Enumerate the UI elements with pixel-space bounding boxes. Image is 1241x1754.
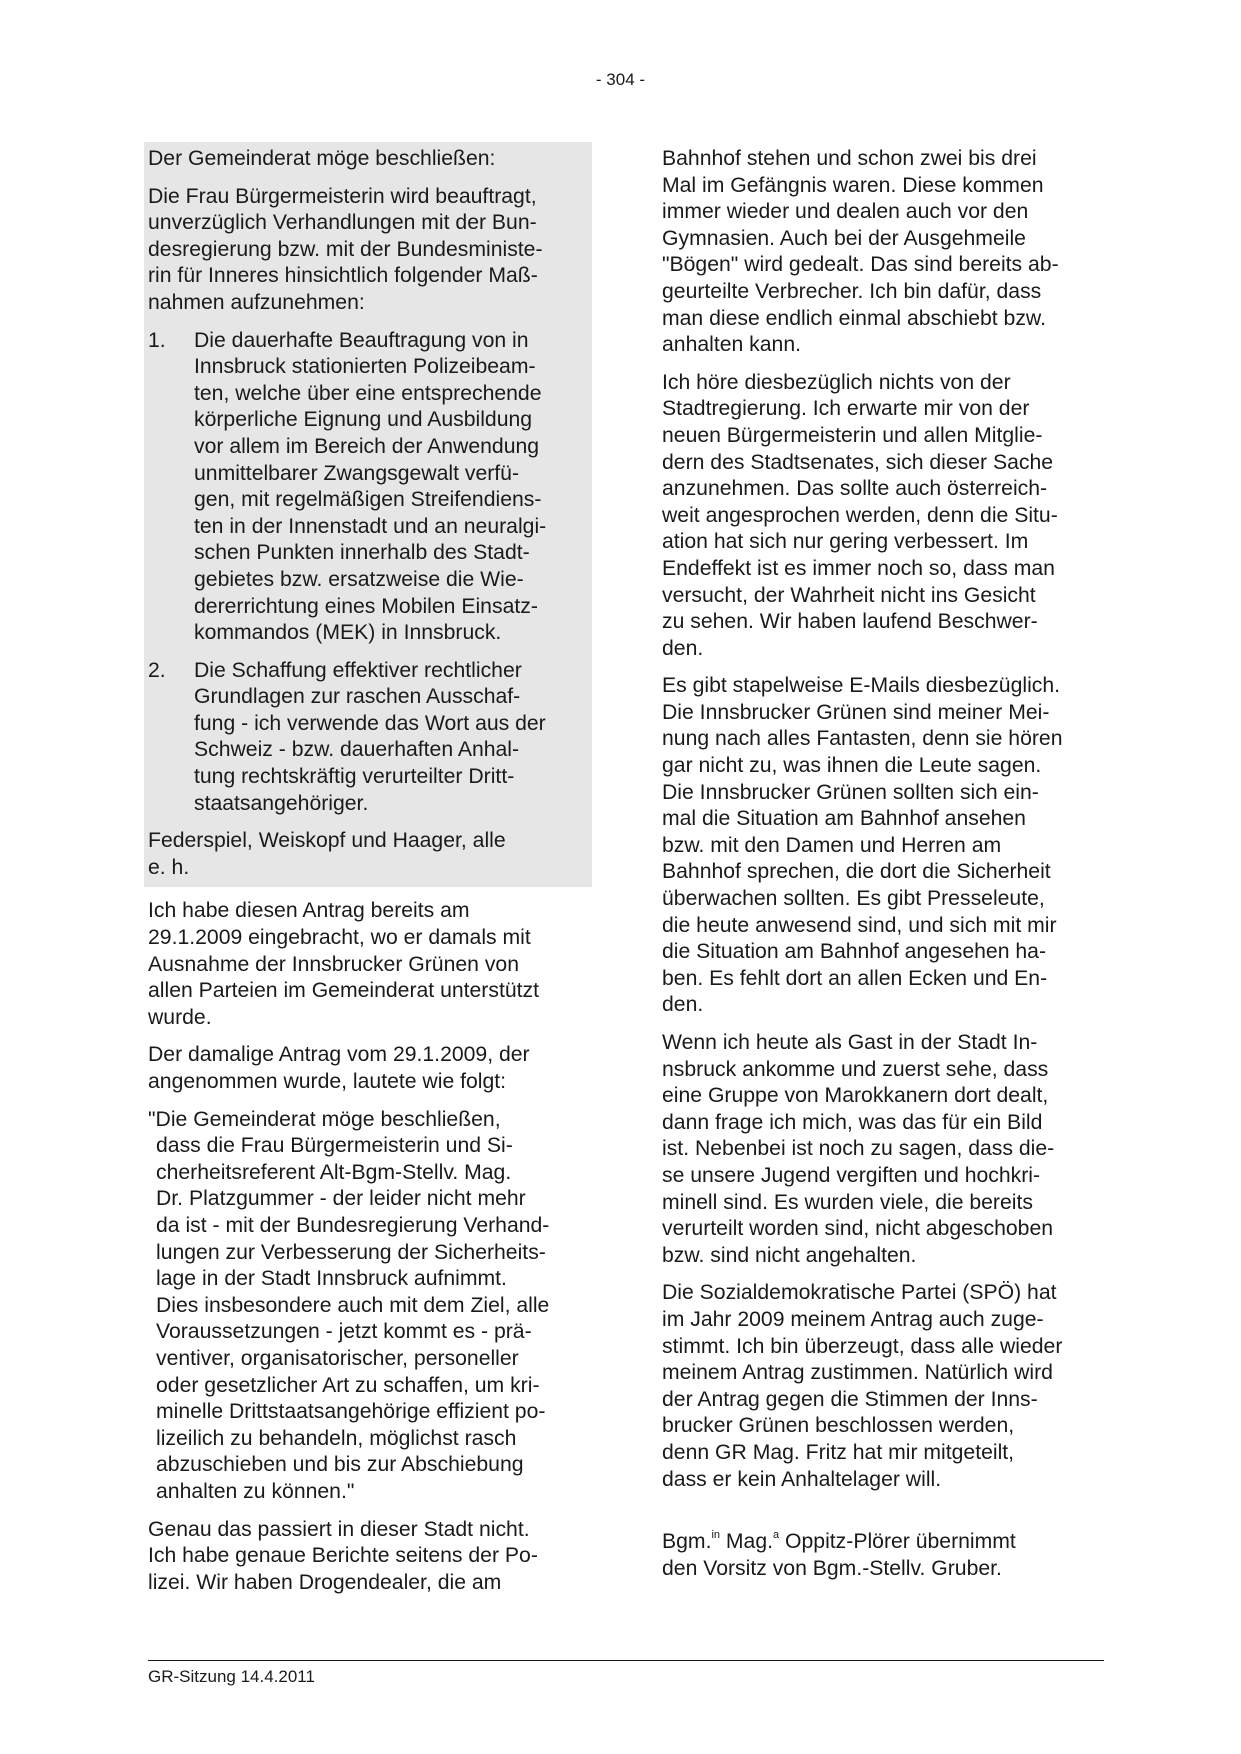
text-line: Mal im Gefängnis waren. Diese kommen xyxy=(662,173,1044,197)
text-line: gen, mit regelmäßigen Streifendiens- xyxy=(194,488,542,512)
text-line: Ich höre diesbezüglich nichts von der xyxy=(662,370,1011,394)
text-line: Die Frau Bürgermeisterin wird beauftragt, xyxy=(148,184,537,208)
motion-intro xyxy=(148,184,588,317)
text-line: gebietes bzw. ersatzweise die Wie- xyxy=(194,567,524,591)
text-line: dass er kein Anhaltelager will. xyxy=(662,1467,942,1491)
text-line: Gymnasien. Auch bei der Ausgehmeile xyxy=(662,226,1026,250)
text-line: abzuschieben und bis zur Abschiebung xyxy=(156,1453,524,1477)
text-line: Die Innsbrucker Grünen sind meiner Mei- xyxy=(662,700,1050,724)
title-mag-suffix: a xyxy=(773,1529,780,1542)
paragraph xyxy=(148,1517,588,1597)
paragraph xyxy=(662,1280,1102,1493)
text-line: brucker Grünen beschlossen werden, xyxy=(662,1414,1015,1438)
text-line: rin für Inneres hinsichtlich folgender Maß- xyxy=(148,264,538,288)
text-line: anhalten kann. xyxy=(662,333,802,357)
text-line: geurteilte Verbrecher. Ich bin dafür, dass xyxy=(662,279,1042,303)
paragraph xyxy=(148,1042,588,1095)
page-number: - 304 - xyxy=(595,70,646,89)
text-line: ten in der Innenstadt und an neuralgi- xyxy=(194,514,547,538)
text-line: zu sehen. Wir haben laufend Beschwer- xyxy=(662,610,1038,634)
text-line: den. xyxy=(662,993,704,1017)
text-line: Bahnhof sprechen, die dort die Sicherheit xyxy=(662,860,1051,884)
list-number: 1. xyxy=(148,328,166,352)
footer-session-date: GR-Sitzung 14.4.2011 xyxy=(148,1667,315,1686)
text-line: oder gesetzlicher Art zu schaffen, um kri- xyxy=(156,1373,540,1397)
text-line: Ausnahme der Innsbrucker Grünen von xyxy=(148,952,519,976)
text-line: Ich habe diesen Antrag bereits am xyxy=(148,899,470,923)
title-bgm: Bgm. xyxy=(662,1530,712,1554)
text-line: dass die Frau Bürgermeisterin und Si- xyxy=(156,1134,513,1158)
text-line: lage in der Stadt Innsbruck aufnimmt. xyxy=(156,1267,507,1291)
text-line: Die dauerhafte Beauftragung von in xyxy=(194,328,529,352)
paragraph xyxy=(148,898,588,1031)
text-line: ventiver, organisatorischer, personeller xyxy=(156,1346,519,1370)
title-bgm-suffix: in xyxy=(711,1529,721,1542)
text-line: meinem Antrag zustimmen. Natürlich wird xyxy=(662,1361,1053,1385)
text-line: immer wieder und dealen auch vor den xyxy=(662,200,1029,224)
text-line: Die Sozialdemokratische Partei (SPÖ) hat xyxy=(662,1281,1057,1305)
text-line: den Vorsitz von Bgm.-Stellv. Gruber. xyxy=(662,1556,1002,1580)
text-line: stimmt. Ich bin überzeugt, dass alle wieder xyxy=(662,1334,1063,1358)
paragraph xyxy=(662,673,1102,1019)
right-column xyxy=(662,146,1102,1593)
text-line: lizeilich zu behandeln, möglichst rasch xyxy=(156,1426,517,1450)
text-line: überwachen sollten. Es gibt Presseleute, xyxy=(662,887,1045,911)
text-line: Voraussetzungen - jetzt kommt es - prä- xyxy=(156,1320,532,1344)
text-line: Schweiz - bzw. dauerhaften Anhal- xyxy=(194,738,520,762)
text-line: wurde. xyxy=(148,1005,212,1029)
text-line: anzunehmen. Das sollte auch österreich- xyxy=(662,477,1048,501)
text-line: unmittelbarer Zwangsgewalt verfü- xyxy=(194,461,520,485)
text-line: man diese endlich einmal abschiebt bzw. xyxy=(662,306,1046,330)
motion-list-item xyxy=(148,658,588,818)
text-line: minelle Drittstaatsangehörige effizient po- xyxy=(156,1400,546,1424)
text-line: "Die Gemeinderat möge beschließen, xyxy=(148,1107,501,1131)
text-line: Stadtregierung. Ich erwarte mir von der xyxy=(662,397,1030,421)
text-line: allen Parteien im Gemeinderat unterstützt xyxy=(148,979,539,1003)
text-line: nahmen aufzunehmen: xyxy=(148,290,365,314)
paragraph xyxy=(662,146,1102,359)
text-line: desregierung bzw. mit der Bundesministe- xyxy=(148,237,543,261)
text-line: bzw. mit den Damen und Herren am xyxy=(662,833,1002,857)
text-line: angenommen wurde, lautete wie folgt: xyxy=(148,1070,507,1093)
left-column xyxy=(148,146,588,1607)
text-line: nung nach alles Fantasten, denn sie hören xyxy=(662,727,1063,751)
paragraph xyxy=(662,1030,1102,1269)
text-line: Dr. Platzgummer - der leider nicht mehr xyxy=(156,1187,526,1211)
motion-box xyxy=(144,142,592,887)
text-line: versucht, der Wahrheit nicht ins Gesicht xyxy=(662,583,1036,607)
text-line: da ist - mit der Bundesregierung Verhand- xyxy=(156,1213,550,1237)
text-line: eine Gruppe von Marokkanern dort dealt, xyxy=(662,1084,1049,1108)
text-line: ten, welche über eine entsprechende xyxy=(194,381,542,405)
motion-heading: Der Gemeinderat möge beschließen: xyxy=(148,147,496,170)
text-line: Genau das passiert in dieser Stadt nicht. xyxy=(148,1517,530,1541)
text-line: im Jahr 2009 meinem Antrag auch zuge- xyxy=(662,1307,1044,1331)
text-line: cherheitsreferent Alt-Bgm-Stellv. Mag. xyxy=(156,1160,512,1184)
text-line: schen Punkten innerhalb des Stadt- xyxy=(194,541,530,565)
text-line: unverzüglich Verhandlungen mit der Bun- xyxy=(148,211,537,235)
text-line: "Bögen" wird gedealt. Das sind bereits ab- xyxy=(662,253,1059,277)
title-mag: Mag. xyxy=(720,1530,774,1554)
text-line: verurteilt worden sind, nicht abgeschoben xyxy=(662,1217,1054,1241)
text-line: körperliche Eignung und Ausbildung xyxy=(194,408,533,432)
text-line: Die Schaffung effektiver rechtlicher xyxy=(194,658,522,682)
text-line: Bahnhof stehen und schon zwei bis drei xyxy=(662,147,1037,170)
text-line: tung rechtskräftig verurteilter Dritt- xyxy=(194,765,515,789)
text-line: anhalten zu können." xyxy=(156,1479,355,1503)
text-line: nsbruck ankomme und zuerst sehe, dass xyxy=(662,1057,1049,1081)
text-line: dererrichtung eines Mobilen Einsatz- xyxy=(194,594,538,618)
text-line: kommandos (MEK) in Innsbruck. xyxy=(194,621,502,645)
chair-change-note xyxy=(662,1529,1102,1582)
footer-divider xyxy=(148,1660,1104,1661)
text-line: Wenn ich heute als Gast in der Stadt In- xyxy=(662,1031,1038,1054)
text-line: bzw. sind nicht angehalten. xyxy=(662,1243,917,1267)
text-line: der Antrag gegen die Stimmen der Inns- xyxy=(662,1387,1038,1411)
text-line: denn GR Mag. Fritz hat mir mitgeteilt, xyxy=(662,1440,1015,1464)
text-line: weit angesprochen werden, denn die Situ- xyxy=(662,503,1058,527)
text-line: ben. Es fehlt dort an allen Ecken und En- xyxy=(662,966,1048,990)
text-line: se unsere Jugend vergiften und hochkri- xyxy=(662,1163,1041,1187)
motion-signatures xyxy=(148,828,588,881)
text-line: Die Innsbrucker Grünen sollten sich ein- xyxy=(662,780,1039,804)
text-line: staatsangehöriger. xyxy=(194,791,369,815)
text-line: fung - ich verwende das Wort aus der xyxy=(194,711,546,735)
text-line: e. h. xyxy=(148,855,190,879)
text-line: Grundlagen zur raschen Ausschaf- xyxy=(194,685,521,709)
quoted-motion xyxy=(148,1107,588,1506)
text-line: minell sind. Es wurden viele, die bereits xyxy=(662,1190,1033,1214)
text-line: mal die Situation am Bahnhof ansehen xyxy=(662,807,1026,831)
motion-list-item xyxy=(148,328,588,647)
text-line: Der damalige Antrag vom 29.1.2009, der xyxy=(148,1043,530,1067)
text-line: Ich habe genaue Berichte seitens der Po- xyxy=(148,1544,538,1568)
text-line: Innsbruck stationierten Polizeibeam- xyxy=(194,355,536,379)
text-line: Endeffekt ist es immer noch so, dass man xyxy=(662,556,1055,580)
text-line: die heute anwesend sind, und sich mit mir xyxy=(662,913,1057,937)
text-line xyxy=(662,1529,1102,1556)
text-line: gar nicht zu, was ihnen die Leute sagen. xyxy=(662,754,1042,778)
text-line: die Situation am Bahnhof angesehen ha- xyxy=(662,940,1047,964)
text-line: lizei. Wir haben Drogendealer, die am xyxy=(148,1570,502,1594)
text-line: 29.1.2009 eingebracht, wo er damals mit xyxy=(148,926,531,950)
text-line: Es gibt stapelweise E-Mails diesbezüglich. xyxy=(662,674,1061,698)
list-number: 2. xyxy=(148,658,166,682)
chair-note-text: Oppitz-Plörer übernimmt xyxy=(779,1530,1016,1554)
text-line: vor allem im Bereich der Anwendung xyxy=(194,434,540,458)
text-line: Dies insbesondere auch mit dem Ziel, alle xyxy=(156,1293,550,1317)
paragraph xyxy=(662,370,1102,663)
text-line: dern des Stadtsenates, sich dieser Sache xyxy=(662,450,1054,474)
text-line: ist. Nebenbei ist noch zu sagen, dass die- xyxy=(662,1137,1055,1161)
text-line: dann frage ich mich, was das für ein Bild xyxy=(662,1110,1043,1134)
text-line: lungen zur Verbesserung der Sicherheits- xyxy=(156,1240,546,1264)
text-line: ation hat sich nur gering verbessert. Im xyxy=(662,530,1029,554)
text-line: den. xyxy=(662,636,704,660)
text-line: Federspiel, Weiskopf und Haager, alle xyxy=(148,829,506,853)
text-line: neuen Bürgermeisterin und allen Mitglie- xyxy=(662,423,1043,447)
